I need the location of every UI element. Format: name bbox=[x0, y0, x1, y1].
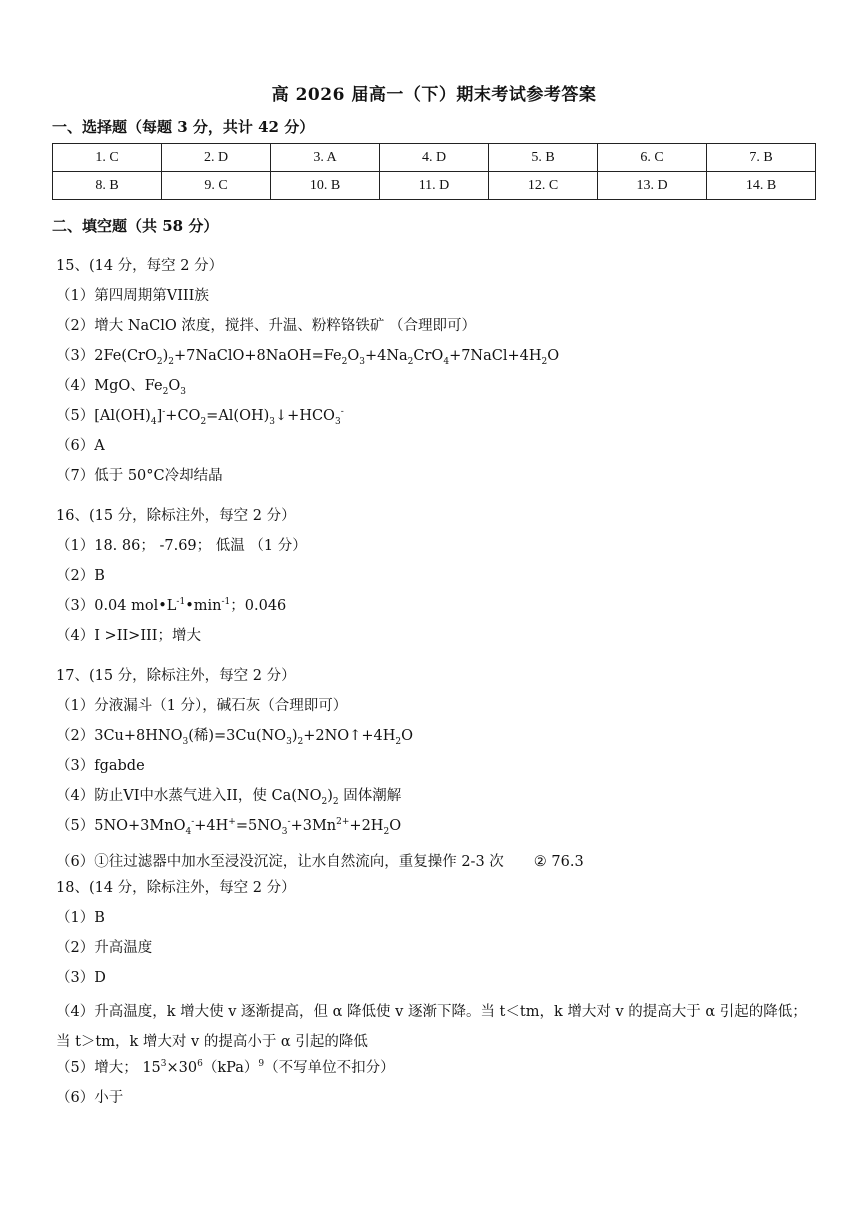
subscript: 4 bbox=[443, 356, 450, 367]
text: （3）2Fe(CrO bbox=[56, 348, 157, 364]
text: （5）[Al(OH) bbox=[56, 408, 151, 424]
text: •min bbox=[185, 598, 222, 614]
table-cell: 4. D bbox=[380, 144, 489, 172]
subscript: 3 bbox=[359, 356, 365, 367]
section-fill-heading: 二、填空题（共 58 分） bbox=[52, 217, 219, 235]
q17-answer-3: （3）fgabde bbox=[56, 758, 145, 774]
q15-answer-2: （2）增大 NaClO 浓度，搅拌、升温、粉粹铬铁矿 （合理即可） bbox=[56, 318, 477, 334]
text: （不写单位不扣分） bbox=[264, 1060, 395, 1076]
text: +3Mn bbox=[290, 818, 337, 834]
q17-header: 17、(15 分，除标注外，每空 2 分） bbox=[56, 668, 296, 684]
superscript: + bbox=[228, 817, 236, 828]
choice-answer-table bbox=[52, 143, 816, 200]
text: （3）0.04 mol•L bbox=[56, 598, 177, 614]
q17-answer-4 bbox=[56, 785, 818, 807]
table-cell: 1. C bbox=[53, 144, 162, 172]
subscript: 2 bbox=[162, 386, 169, 397]
text: （5）5NO+3MnO bbox=[56, 818, 186, 834]
q17-answer-6 bbox=[56, 851, 818, 873]
q16-answer-3 bbox=[56, 595, 818, 617]
q18-answer-4: （4）升高温度，k 增大使 v 逐渐提高，但 α 降低使 v 逐渐下降。当 t＜tm，k 增大对 v 的提高大于 α 引起的降低；当 t＞tm，k 增大对 v 的提高小于 α 引起的降低 bbox=[56, 1004, 807, 1050]
q15-answer-3 bbox=[56, 345, 818, 367]
text: +4H bbox=[194, 818, 229, 834]
q18-header: 18、(14 分，除标注外，每空 2 分） bbox=[56, 880, 296, 896]
text: O bbox=[547, 348, 560, 364]
text: （kPa） bbox=[202, 1060, 259, 1076]
subscript: 3 bbox=[269, 416, 276, 427]
q17-answer-2 bbox=[56, 725, 818, 747]
text: +2H bbox=[349, 818, 384, 834]
superscript: - bbox=[340, 407, 344, 418]
subscript: 2 bbox=[321, 796, 328, 807]
text: +CO bbox=[165, 408, 201, 424]
text: O bbox=[168, 378, 181, 394]
page-title: 高 2026 届高一（下）期末考试参考答案 bbox=[271, 85, 597, 105]
subscript: 2 bbox=[395, 736, 402, 747]
superscript: -1 bbox=[221, 597, 231, 608]
q16-answer-4: （4）I >II>III；增大 bbox=[56, 628, 201, 644]
text: ) bbox=[291, 728, 298, 744]
q16-answer-1: （1）18. 86； -7.69； 低温 （1 分） bbox=[56, 538, 307, 554]
text: ×30 bbox=[166, 1060, 198, 1076]
table-cell: 8. B bbox=[53, 172, 162, 200]
text: O bbox=[401, 728, 413, 744]
superscript: 9 bbox=[258, 1059, 265, 1070]
text: =Al(OH) bbox=[206, 408, 270, 424]
q16-answer-2: （2）B bbox=[56, 568, 105, 584]
subscript: 2 bbox=[168, 356, 175, 367]
q18-answer-2: （2）升高温度 bbox=[56, 940, 153, 956]
q15-answer-5 bbox=[56, 405, 818, 427]
text: ] bbox=[156, 408, 163, 424]
text: （4）MgO、Fe bbox=[56, 378, 163, 394]
text: CrO bbox=[413, 348, 444, 364]
text: =5NO bbox=[235, 818, 282, 834]
q17-answer-5 bbox=[56, 815, 818, 837]
q18-answer-6: （6）小于 bbox=[56, 1090, 124, 1106]
subscript: 2 bbox=[297, 736, 304, 747]
q16-header: 16、(15 分，除标注外，每空 2 分） bbox=[56, 508, 296, 524]
subscript: 3 bbox=[334, 416, 341, 427]
text: O bbox=[347, 348, 360, 364]
table-cell: 14. B bbox=[707, 172, 816, 200]
text: ↓+HCO bbox=[275, 408, 335, 424]
q15-answer-7: （7）低于 50°C冷却结晶 bbox=[56, 468, 223, 484]
text: ；0.046 bbox=[230, 598, 287, 614]
subscript: 4 bbox=[185, 826, 192, 837]
superscript: - bbox=[162, 407, 166, 418]
text: ② 76.3 bbox=[533, 854, 584, 870]
table-cell: 6. C bbox=[598, 144, 707, 172]
superscript: 3 bbox=[160, 1059, 167, 1070]
table-cell: 13. D bbox=[598, 172, 707, 200]
text: （6）①往过滤器中加水至浸没沉淀，让水自然流向，重复操作 2-3 次 bbox=[56, 854, 504, 870]
subscript: 2 bbox=[332, 796, 339, 807]
q15-answer-1: （1）第四周期第VIII族 bbox=[56, 288, 209, 304]
subscript: 4 bbox=[150, 416, 157, 427]
subscript: 2 bbox=[541, 356, 548, 367]
table-row bbox=[53, 144, 816, 172]
q18-answer-1: （1）B bbox=[56, 910, 105, 926]
table-cell: 9. C bbox=[162, 172, 271, 200]
text: ) bbox=[327, 788, 333, 804]
q15-answer-6: （6）A bbox=[56, 438, 105, 454]
text: ) bbox=[162, 348, 169, 364]
subscript: 3 bbox=[180, 386, 186, 397]
subscript: 3 bbox=[182, 736, 189, 747]
table-row bbox=[53, 172, 816, 200]
superscript: 6 bbox=[197, 1059, 203, 1070]
text: O bbox=[389, 818, 402, 834]
text: +4Na bbox=[364, 348, 408, 364]
subscript: 2 bbox=[156, 356, 163, 367]
subscript: 2 bbox=[341, 356, 348, 367]
table-cell: 5. B bbox=[489, 144, 598, 172]
subscript: 2 bbox=[200, 416, 207, 427]
table-cell: 2. D bbox=[162, 144, 271, 172]
superscript: 2+ bbox=[336, 817, 350, 828]
text: （2）3Cu+8HNO bbox=[56, 728, 183, 744]
subscript: 3 bbox=[281, 826, 288, 837]
subscript: 3 bbox=[286, 736, 292, 747]
q15-header: 15、(14 分，每空 2 分） bbox=[56, 258, 224, 274]
q18-answer-3: （3）D bbox=[56, 970, 106, 986]
table-cell: 12. C bbox=[489, 172, 598, 200]
table-cell: 7. B bbox=[707, 144, 816, 172]
text: (稀)=3Cu(NO bbox=[188, 728, 287, 744]
table-cell: 11. D bbox=[380, 172, 489, 200]
text: +7NaClO+8NaOH=Fe bbox=[174, 348, 342, 364]
table-cell: 10. B bbox=[271, 172, 380, 200]
subscript: 2 bbox=[407, 356, 414, 367]
text: +7NaCl+4H bbox=[449, 348, 542, 364]
q15-answer-4 bbox=[56, 375, 818, 397]
q17-answer-1: （1）分液漏斗（1 分），碱石灰（合理即可） bbox=[56, 698, 348, 714]
q18-answer-5 bbox=[56, 1057, 818, 1079]
text: +2NO↑+4H bbox=[303, 728, 396, 744]
text: （4）防止VI中水蒸气进入II，使 Ca(NO bbox=[56, 788, 322, 804]
superscript: - bbox=[191, 817, 195, 828]
table-cell: 3. A bbox=[271, 144, 380, 172]
subscript: 2 bbox=[383, 826, 390, 837]
superscript: -1 bbox=[176, 597, 186, 608]
text: 固体潮解 bbox=[338, 788, 402, 804]
text: （5）增大； 15 bbox=[56, 1060, 161, 1076]
section-choice-heading: 一、选择题（每题 3 分，共计 42 分） bbox=[52, 118, 315, 136]
superscript: - bbox=[287, 817, 291, 828]
